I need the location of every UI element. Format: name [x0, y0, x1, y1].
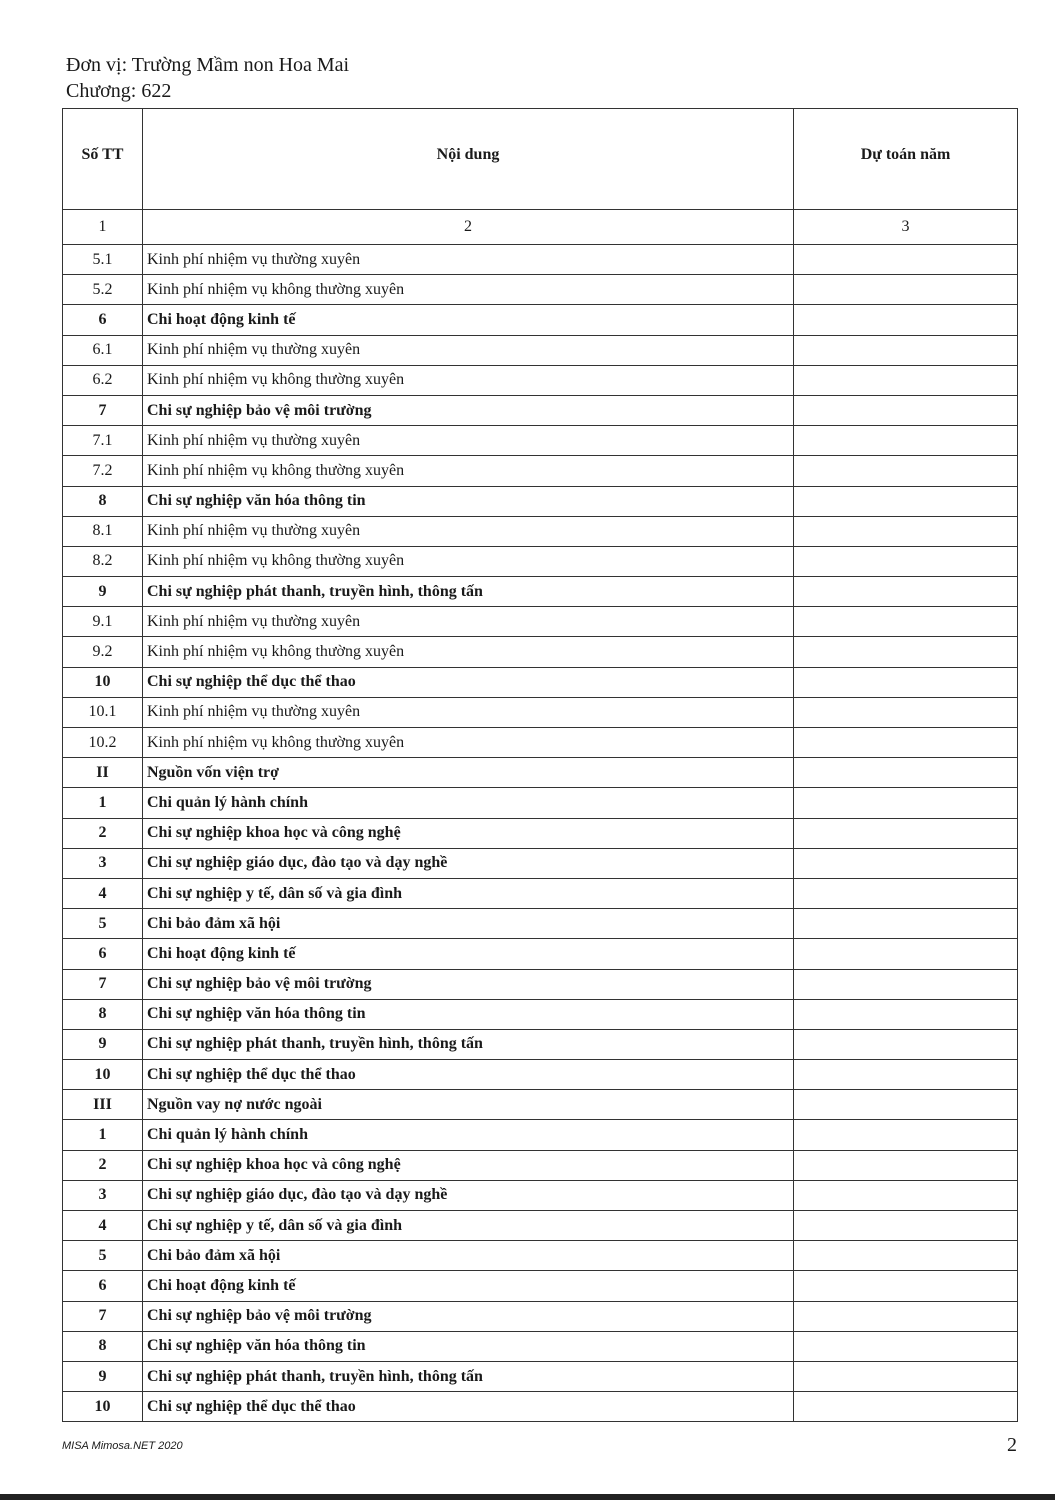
- row-amount-cell: [794, 728, 1018, 758]
- row-amount-cell: [794, 909, 1018, 939]
- row-amount-cell: [794, 245, 1018, 275]
- row-content-cell: Chi sự nghiệp phát thanh, truyền hình, thông tấn: [143, 1029, 794, 1059]
- row-number-cell: 2: [63, 818, 143, 848]
- row-number-cell: 6: [63, 305, 143, 335]
- row-number-cell: 9.2: [63, 637, 143, 667]
- row-content-cell: Chi sự nghiệp y tế, dân số và gia đình: [143, 878, 794, 908]
- table-row: [63, 818, 1018, 848]
- row-number-cell: 5.2: [63, 275, 143, 305]
- row-amount-cell: [794, 1361, 1018, 1391]
- row-number-cell: 9: [63, 577, 143, 607]
- scan-edge: [0, 1494, 1055, 1500]
- column-header-stt: Số TT: [63, 109, 143, 210]
- table-header-row: [63, 109, 1018, 210]
- row-content-cell: Kinh phí nhiệm vụ không thường xuyên: [143, 275, 794, 305]
- table-row: [63, 395, 1018, 425]
- row-number-cell: 7: [63, 1301, 143, 1331]
- row-content-cell: Kinh phí nhiệm vụ thường xuyên: [143, 607, 794, 637]
- row-content-cell: Chi quản lý hành chính: [143, 1120, 794, 1150]
- row-content-cell: Chi sự nghiệp văn hóa thông tin: [143, 999, 794, 1029]
- row-amount-cell: [794, 1241, 1018, 1271]
- row-number-cell: 7.1: [63, 426, 143, 456]
- row-number-cell: 5: [63, 1241, 143, 1271]
- row-number-cell: 9.1: [63, 607, 143, 637]
- row-content-cell: Kinh phí nhiệm vụ không thường xuyên: [143, 365, 794, 395]
- row-amount-cell: [794, 577, 1018, 607]
- row-amount-cell: [794, 788, 1018, 818]
- page-number: 2: [1007, 1434, 1017, 1456]
- row-content-cell: Chi sự nghiệp y tế, dân số và gia đình: [143, 1211, 794, 1241]
- row-content-cell: Chi sự nghiệp phát thanh, truyền hình, thông tấn: [143, 1361, 794, 1391]
- row-content-cell: Kinh phí nhiệm vụ không thường xuyên: [143, 728, 794, 758]
- row-number-cell: 8: [63, 1331, 143, 1361]
- column-number-1: 1: [63, 210, 143, 245]
- table-row: [63, 1392, 1018, 1422]
- row-number-cell: 7: [63, 969, 143, 999]
- table-row: [63, 516, 1018, 546]
- table-row: [63, 546, 1018, 576]
- row-amount-cell: [794, 486, 1018, 516]
- table-row: [63, 1211, 1018, 1241]
- row-content-cell: Chi sự nghiệp khoa học và công nghệ: [143, 818, 794, 848]
- table-row: [63, 1361, 1018, 1391]
- table-row: [63, 1331, 1018, 1361]
- row-content-cell: Kinh phí nhiệm vụ không thường xuyên: [143, 546, 794, 576]
- row-number-cell: 10.1: [63, 697, 143, 727]
- row-amount-cell: [794, 365, 1018, 395]
- row-number-cell: 6.1: [63, 335, 143, 365]
- row-content-cell: Chi sự nghiệp thể dục thể thao: [143, 1060, 794, 1090]
- row-amount-cell: [794, 1029, 1018, 1059]
- row-amount-cell: [794, 1180, 1018, 1210]
- table-row: [63, 909, 1018, 939]
- table-row: [63, 697, 1018, 727]
- row-amount-cell: [794, 667, 1018, 697]
- row-content-cell: Kinh phí nhiệm vụ thường xuyên: [143, 516, 794, 546]
- table-row: [63, 1241, 1018, 1271]
- row-content-cell: Chi hoạt động kinh tế: [143, 305, 794, 335]
- table-row: [63, 365, 1018, 395]
- row-content-cell: Nguồn vốn viện trợ: [143, 758, 794, 788]
- row-number-cell: 6.2: [63, 365, 143, 395]
- row-amount-cell: [794, 637, 1018, 667]
- row-content-cell: Chi sự nghiệp bảo vệ môi trường: [143, 1301, 794, 1331]
- table-row: [63, 1301, 1018, 1331]
- row-number-cell: 5: [63, 909, 143, 939]
- row-number-cell: 2: [63, 1150, 143, 1180]
- table-row: [63, 999, 1018, 1029]
- table-row: [63, 969, 1018, 999]
- row-amount-cell: [794, 426, 1018, 456]
- table-row: [63, 456, 1018, 486]
- row-amount-cell: [794, 1392, 1018, 1422]
- row-amount-cell: [794, 1090, 1018, 1120]
- document-header: [66, 52, 349, 104]
- row-number-cell: 9: [63, 1361, 143, 1391]
- row-number-cell: 6: [63, 1271, 143, 1301]
- row-content-cell: Chi sự nghiệp bảo vệ môi trường: [143, 969, 794, 999]
- row-amount-cell: [794, 305, 1018, 335]
- row-content-cell: Chi sự nghiệp khoa học và công nghệ: [143, 1150, 794, 1180]
- row-content-cell: Chi bảo đảm xã hội: [143, 909, 794, 939]
- table-row: [63, 1180, 1018, 1210]
- table-row: [63, 305, 1018, 335]
- row-number-cell: 9: [63, 1029, 143, 1059]
- row-number-cell: 1: [63, 1120, 143, 1150]
- table-row: [63, 1060, 1018, 1090]
- unit-name: Đơn vị: Trường Mầm non Hoa Mai: [66, 54, 350, 76]
- row-content-cell: Chi sự nghiệp thể dục thể thao: [143, 667, 794, 697]
- row-amount-cell: [794, 546, 1018, 576]
- row-content-cell: Kinh phí nhiệm vụ không thường xuyên: [143, 456, 794, 486]
- row-amount-cell: [794, 818, 1018, 848]
- row-number-cell: 1: [63, 788, 143, 818]
- table-row: [63, 335, 1018, 365]
- table-row: [63, 878, 1018, 908]
- row-content-cell: Chi sự nghiệp thể dục thể thao: [143, 1392, 794, 1422]
- table-row: [63, 275, 1018, 305]
- row-amount-cell: [794, 395, 1018, 425]
- row-number-cell: 10: [63, 1060, 143, 1090]
- table-row: [63, 939, 1018, 969]
- row-amount-cell: [794, 335, 1018, 365]
- row-amount-cell: [794, 607, 1018, 637]
- row-amount-cell: [794, 1331, 1018, 1361]
- row-amount-cell: [794, 1301, 1018, 1331]
- column-header-amount: Dự toán năm: [794, 109, 1018, 210]
- chapter-code: Chương: 622: [66, 80, 172, 102]
- table-row: [63, 788, 1018, 818]
- table-row: [63, 848, 1018, 878]
- row-number-cell: 10: [63, 667, 143, 697]
- row-number-cell: 8.2: [63, 546, 143, 576]
- row-content-cell: Kinh phí nhiệm vụ thường xuyên: [143, 335, 794, 365]
- table-row: [63, 1271, 1018, 1301]
- table-row: [63, 758, 1018, 788]
- row-content-cell: Chi quản lý hành chính: [143, 788, 794, 818]
- row-amount-cell: [794, 1060, 1018, 1090]
- budget-table: [62, 108, 1018, 1422]
- row-content-cell: Kinh phí nhiệm vụ thường xuyên: [143, 426, 794, 456]
- row-amount-cell: [794, 1271, 1018, 1301]
- row-amount-cell: [794, 939, 1018, 969]
- row-number-cell: 4: [63, 878, 143, 908]
- row-number-cell: III: [63, 1090, 143, 1120]
- row-content-cell: Chi sự nghiệp bảo vệ môi trường: [143, 395, 794, 425]
- row-number-cell: 3: [63, 1180, 143, 1210]
- row-number-cell: 8: [63, 999, 143, 1029]
- row-content-cell: Chi hoạt động kinh tế: [143, 939, 794, 969]
- software-footer: MISA Mimosa.NET 2020: [62, 1440, 183, 1452]
- row-number-cell: 7.2: [63, 456, 143, 486]
- row-amount-cell: [794, 456, 1018, 486]
- row-content-cell: Chi hoạt động kinh tế: [143, 1271, 794, 1301]
- column-header-content: Nội dung: [143, 109, 794, 210]
- table-row: [63, 486, 1018, 516]
- table-row: [63, 1120, 1018, 1150]
- table-row: [63, 637, 1018, 667]
- row-amount-cell: [794, 1211, 1018, 1241]
- table-body: [63, 245, 1018, 1422]
- row-amount-cell: [794, 999, 1018, 1029]
- row-amount-cell: [794, 848, 1018, 878]
- row-number-cell: 3: [63, 848, 143, 878]
- row-content-cell: Chi sự nghiệp giáo dục, đào tạo và dạy nghề: [143, 848, 794, 878]
- table-row: [63, 577, 1018, 607]
- row-amount-cell: [794, 878, 1018, 908]
- row-amount-cell: [794, 697, 1018, 727]
- table-row: [63, 245, 1018, 275]
- row-amount-cell: [794, 275, 1018, 305]
- row-content-cell: Chi sự nghiệp phát thanh, truyền hình, thông tấn: [143, 577, 794, 607]
- table-row: [63, 1150, 1018, 1180]
- row-amount-cell: [794, 516, 1018, 546]
- table-row: [63, 1029, 1018, 1059]
- row-number-cell: 6: [63, 939, 143, 969]
- column-number-2: 2: [143, 210, 794, 245]
- row-content-cell: Chi bảo đảm xã hội: [143, 1241, 794, 1271]
- row-number-cell: 4: [63, 1211, 143, 1241]
- row-content-cell: Chi sự nghiệp văn hóa thông tin: [143, 486, 794, 516]
- row-number-cell: II: [63, 758, 143, 788]
- row-amount-cell: [794, 1150, 1018, 1180]
- row-content-cell: Kinh phí nhiệm vụ thường xuyên: [143, 245, 794, 275]
- table-row: [63, 667, 1018, 697]
- column-number-3: 3: [794, 210, 1018, 245]
- row-content-cell: Chi sự nghiệp văn hóa thông tin: [143, 1331, 794, 1361]
- row-number-cell: 10.2: [63, 728, 143, 758]
- row-content-cell: Kinh phí nhiệm vụ không thường xuyên: [143, 637, 794, 667]
- row-number-cell: 7: [63, 395, 143, 425]
- row-content-cell: Chi sự nghiệp giáo dục, đào tạo và dạy nghề: [143, 1180, 794, 1210]
- row-content-cell: Nguồn vay nợ nước ngoài: [143, 1090, 794, 1120]
- row-amount-cell: [794, 1120, 1018, 1150]
- row-number-cell: 8: [63, 486, 143, 516]
- row-number-cell: 10: [63, 1392, 143, 1422]
- table-row: [63, 728, 1018, 758]
- column-number-row: [63, 210, 1018, 245]
- row-amount-cell: [794, 969, 1018, 999]
- row-number-cell: 5.1: [63, 245, 143, 275]
- table-row: [63, 607, 1018, 637]
- row-content-cell: Kinh phí nhiệm vụ thường xuyên: [143, 697, 794, 727]
- row-amount-cell: [794, 758, 1018, 788]
- table-row: [63, 426, 1018, 456]
- table-row: [63, 1090, 1018, 1120]
- row-number-cell: 8.1: [63, 516, 143, 546]
